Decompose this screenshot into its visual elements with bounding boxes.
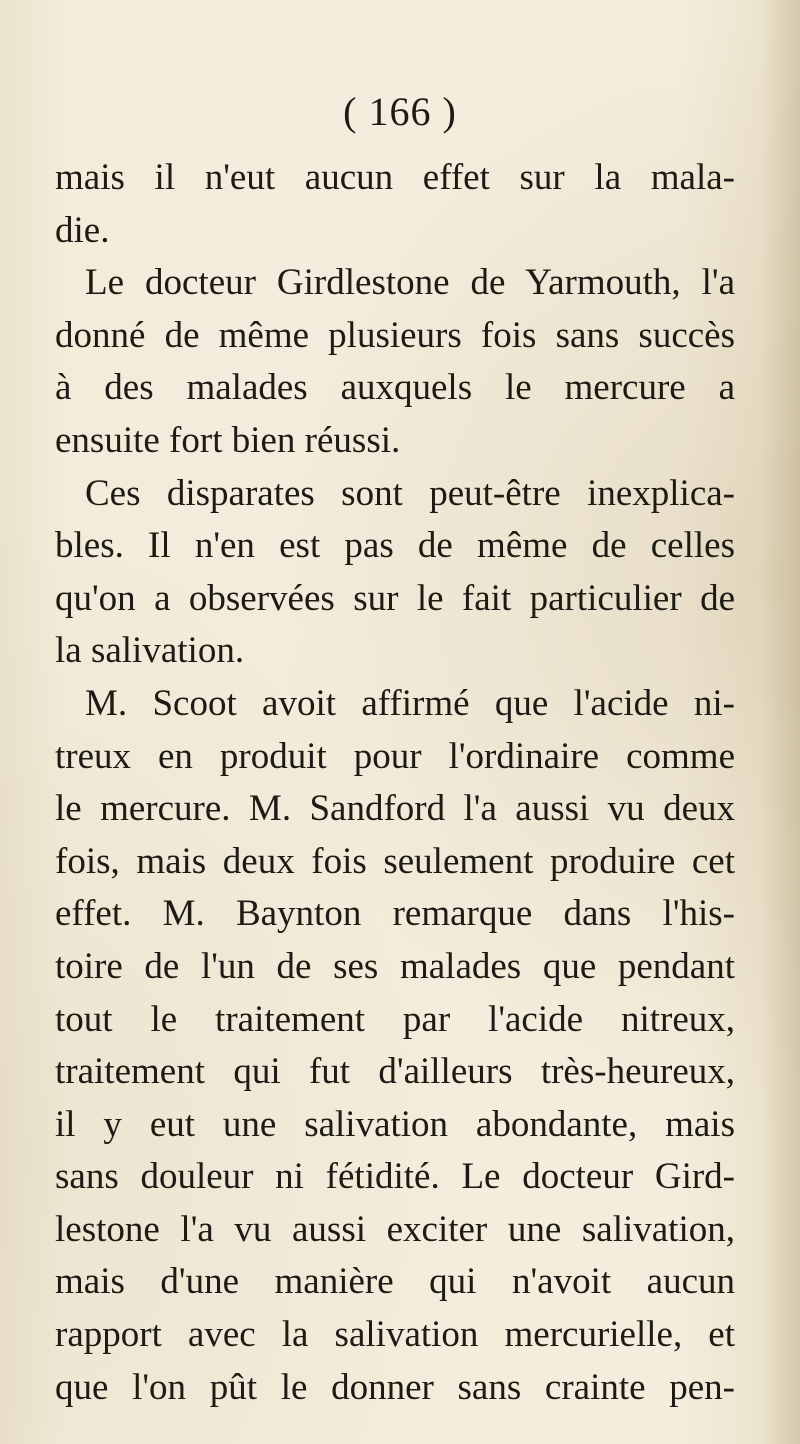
text-line: qu'on a observées sur le fait particulier de [55, 577, 735, 619]
text-line: lestone l'a vu aussi exciter une salivation, [55, 1208, 735, 1250]
text-line: que l'on pût le donner sans crainte pen- [55, 1366, 735, 1408]
text-line: M. Scoot avoit affirmé que l'acide ni- [85, 682, 735, 724]
text-line: mais il n'eut aucun effet sur la mala- [55, 157, 735, 198]
text-line: il y eut une salivation abondante, mais [55, 1103, 735, 1145]
text-line: bles. Il n'en est pas de même de celles [55, 525, 735, 567]
text-line: mais d'une manière qui n'avoit aucun [55, 1261, 735, 1303]
text-line: traitement qui fut d'ailleurs très-heureux, [55, 1051, 735, 1093]
text-line: Le docteur Girdlestone de Yarmouth, l'a [85, 262, 735, 304]
text-line: à des malades auxquels le mercure a [55, 367, 735, 409]
text-line: ensuite fort bien réussi. [55, 419, 401, 461]
text-line: treux en produit pour l'ordinaire comme [55, 735, 735, 777]
text-line: donné de même plusieurs fois sans succès [55, 314, 735, 356]
text-line: sans douleur ni fétidité. Le docteur Gird- [55, 1156, 735, 1198]
text-line: effet. M. Baynton remarque dans l'his- [55, 893, 735, 935]
page-number: ( 166 ) [343, 89, 457, 134]
text-line: toire de l'un de ses malades que pendant [55, 945, 735, 987]
text-line: la salivation. [55, 630, 245, 672]
text-line: le mercure. M. Sandford l'a aussi vu deux [55, 788, 735, 830]
text-line: die. [55, 209, 110, 251]
body-text [55, 152, 735, 1414]
text-line: rapport avec la salivation mercurielle, et [55, 1314, 735, 1356]
text-line: tout le traitement par l'acide nitreux, [55, 998, 735, 1040]
text-line: Ces disparates sont peut-être inexplica- [85, 472, 735, 514]
page-edge-shadow [760, 0, 800, 1444]
text-line: fois, mais deux fois seulement produire cet [55, 840, 735, 882]
